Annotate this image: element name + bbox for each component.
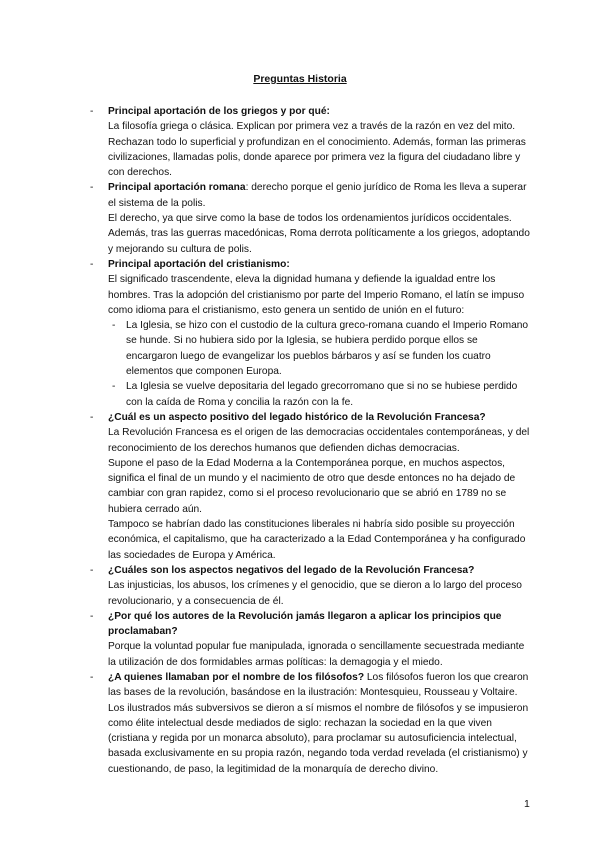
page-title: Preguntas Historia [253,73,347,85]
list-item [90,257,530,318]
answer-paragraph: El significado trascendente, eleva la dignidad humana y defiende la igualdad entre los hombres. Tras la adopción del cristianismo por parte del Imperio Romano, el latín se impuso como idioma para el cristianismo, esto genera un sentido de unión en el futuro: [108,274,525,316]
answer-paragraph: El derecho, ya que sirve como la base de todos los ordenamientos jurídicos occidentales. Además, tras las guerras macedónicas, Roma derrota políticamente a los griegos, adoptando y mejorando su cultura de polis. [108,213,530,255]
question: Principal aportación del cristianismo: [108,258,290,270]
question: ¿Cuál es un aspecto positivo del legado histórico de la Revolución Francesa? [108,411,486,423]
question: Principal aportación de los griegos y por qué: [108,106,330,117]
answer-paragraph: Tampoco se habrían dado las constituciones liberales ni habría sido posible su proyección económica, el capitalismo, que ha caracterizado a la Edad Contemporánea y ha configurado las sociedades de Europa y América. [108,519,526,561]
sub-list-item: - La Iglesia, se hizo con el custodio de la cultura greco-romana cuando el Imperio Romano se hunde. Si no hubiera sido por la Iglesia, se hubiera perdido porque ellos se encargaron luego de evangelizar los pueblos bárbaros y así se funden los cuatro elementos que componen Europa. [90,318,530,379]
page-number: 1 [524,798,530,810]
list-item [90,410,530,563]
answer-paragraph: Los ilustrados más subversivos se dieron a sí mismos el nombre de filósofos y se impusieron como élite intelectual desde mediados de siglo: rechazan la sociedad en la que viven (cristiana y regida por un monarca absoluto), para proclamar su autosuficiencia intelectual, basada exclusivamente en su propia razón, negando toda verdad revelada (el cristianismo) y cuestionando, de paso, la legitimidad de la monarquía de derecho divino. [108,702,529,775]
sub-list-item: - La Iglesia se vuelve depositaria del legado grecorromano que si no se hubiese perdido con la caída de Roma y concilia la razón con la fe. [90,379,530,410]
answer-paragraph: Porque la voluntad popular fue manipulada, ignorada o sencillamente secuestrada mediante la utilización de dos formidables armas políticas: la demagogia y el miedo. [108,641,525,668]
answer-inline: Los filósofos fueron los que crearon las bases de la revolución, basándose en la ilustración: Montesquieu, Rousseau y Voltaire. [108,671,529,699]
question: ¿A quienes llamaban por el nombre de los filósofos? [108,671,365,683]
answer-paragraph: Las injusticias, los abusos, los crímenes y el genocidio, que se dieron a lo largo del proceso revolucionario, y a consecuencia de él. [108,580,522,607]
question: Principal aportación romana [108,182,246,194]
list-item [90,180,530,256]
answer-inline: : derecho porque el genio jurídico de Roma les lleva a superar el sistema de la polis. [108,182,527,209]
question-list [90,104,530,777]
answer-paragraph: La Revolución Francesa es el origen de las democracias occidentales contemporáneas, y del reconocimiento de los derechos humanos que defienden dichas democracias. [108,427,530,454]
question: ¿Cuáles son los aspectos negativos del legado de la Revolución Francesa? [108,564,475,576]
list-item [90,609,530,670]
answer-paragraph: La filosofía griega o clásica. Explican por primera vez a través de la razón en vez del mito. Rechazan todo lo superficial y profundizan en el conocimiento. Además, forman las primeras civilizaciones, llamadas polis, donde aparece por primera vez la figura del ciudadano libre y con derechos. [108,121,526,179]
list-item [90,670,530,777]
question: ¿Por qué los autores de la Revolución jamás llegaron a aplicar los principios que proclamaban? [108,610,502,638]
list-item [90,104,530,180]
answer-paragraph: Supone el paso de la Edad Moderna a la Contemporánea porque, en muchos aspectos, significa el final de un mundo y el nacimiento de otro que desde entonces no ha dejado de cambiar con gran rapidez, como si el proceso revolucionario que se abrió en 1789 no se hubiera cerrado aún. [108,457,516,515]
list-item [90,563,530,609]
